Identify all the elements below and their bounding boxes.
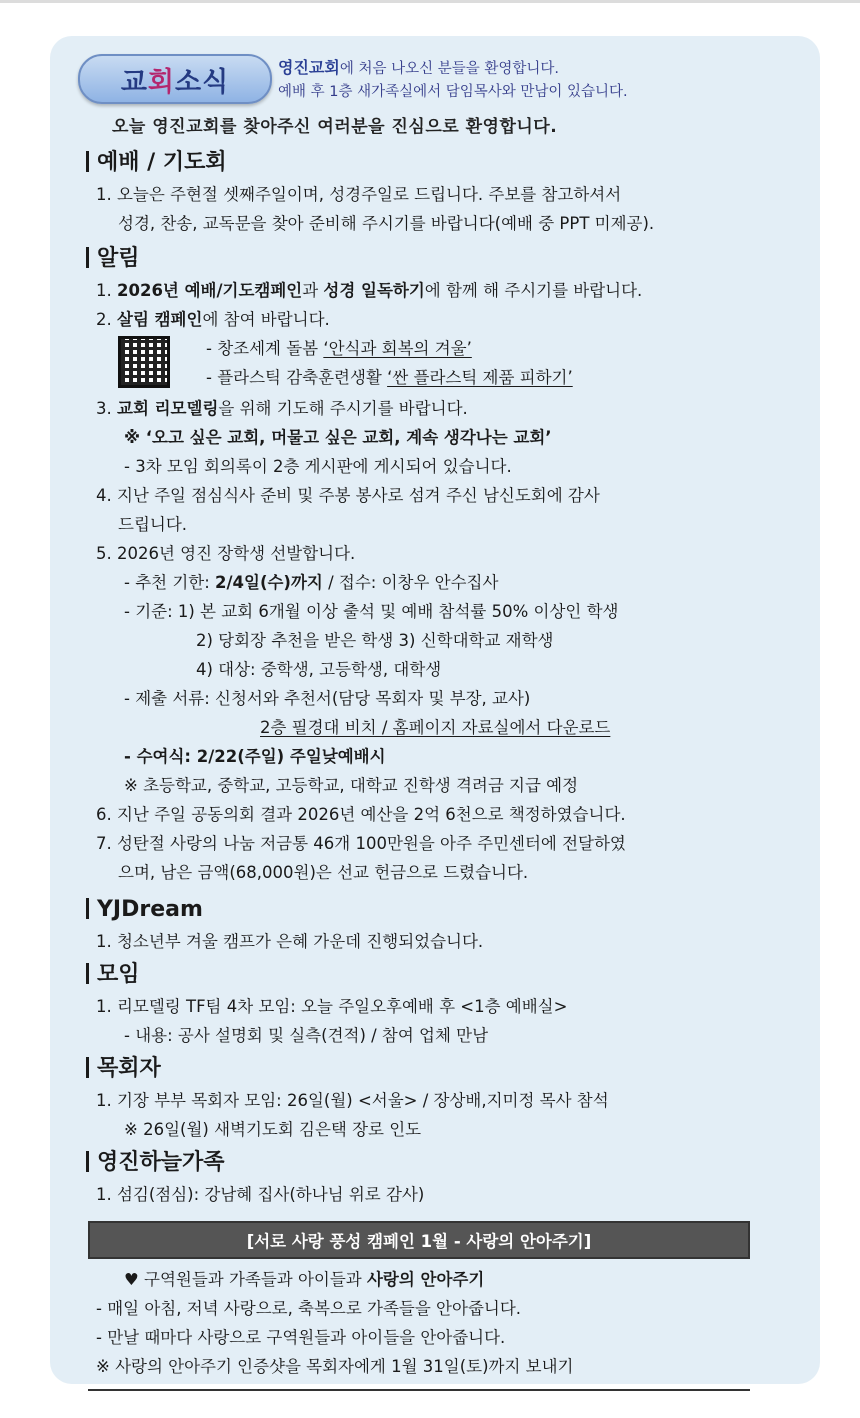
campaign-block — [86, 334, 776, 394]
section-title-pastor: 목회자 — [86, 1052, 776, 1086]
notice-5-note: ※ 초등학교, 중학교, 고등학교, 대학교 진학생 격려금 지급 예정 — [124, 776, 579, 795]
notice-3-bold: 교회 리모델링 — [117, 399, 219, 418]
notice-item-2 — [86, 305, 776, 334]
campaign-1-label: - 창조세계 돌봄 — [206, 339, 324, 358]
section-title-meeting: 모임 — [86, 958, 776, 992]
notice-5-criteria-2: 2) 당회장 추천을 받은 학생 3) 신학대학교 재학생 — [196, 631, 554, 650]
section-title-notice: 알림 — [86, 242, 776, 276]
section-title-yjdream: YJDream — [86, 893, 776, 927]
campaign-2-title: ‘싼 플라스틱 제품 피하기’ — [387, 368, 573, 387]
yjdream-item-1: 1. 청소년부 겨울 캠프가 은혜 가운데 진행되었습니다. — [96, 932, 484, 951]
notice-5-docs: - 제출 서류: 신청서와 추천서(담당 목회자 및 부장, 교사) — [124, 689, 531, 708]
notice-item-1 — [86, 276, 776, 305]
deadline-contact: / 접수: 이창우 안수집사 — [322, 573, 499, 592]
notice-2-num: 2. — [96, 310, 117, 329]
welcome-line1: 에 처음 나오신 분들을 환영합니다. — [339, 61, 559, 77]
notice-3-rest: 을 위해 기도해 주시기를 바랍니다. — [218, 399, 468, 418]
notice-1-num: 1. — [96, 281, 117, 300]
campaign-list — [206, 334, 573, 392]
scan-edge — [0, 0, 860, 3]
deadline-date: 2/4일(수)까지 — [215, 573, 323, 592]
notice-5-docs-cont — [86, 713, 776, 742]
heart-line-text: ♥ 구역원들과 가족들과 아이들과 — [124, 1270, 367, 1289]
badge-text-3: 소식 — [175, 66, 230, 98]
pastor-item-1-note: ※ 26일(월) 새벽기도회 김은택 장로 인도 — [124, 1120, 422, 1139]
campaign-1-title: ‘안식과 회복의 겨울’ — [323, 339, 472, 358]
campaign-line-1: - 매일 아침, 저녁 사랑으로, 축복으로 가족들을 안아줍니다. — [96, 1299, 521, 1318]
deadline-label: - 추천 기한: — [124, 573, 216, 592]
meeting-item-1: 1. 리모델링 TF팀 4차 모임: 오늘 주일오후예배 후 <1층 예배실> — [96, 997, 568, 1016]
notice-item-7: 7. 성탄절 사랑의 나눔 저금통 46개 100만원을 아주 주민센터에 전달하였 — [96, 834, 626, 853]
worship-item-1-cont: 성경, 찬송, 교독문을 찾아 준비해 주시기를 바랍니다(예배 중 PPT 미제공). — [118, 214, 655, 233]
notice-item-5: 5. 2026년 영진 장학생 선발합니다. — [96, 544, 356, 563]
badge-text-2: 회 — [147, 66, 175, 98]
notice-item-4-cont: 드립니다. — [118, 515, 188, 534]
greeting: 오늘 영진교회를 찾아주신 여러분을 진심으로 환영합니다. — [112, 117, 558, 137]
campaign-2-label: - 플라스틱 감축훈련생활 — [206, 368, 388, 387]
meeting-item-1-sub: - 내용: 공사 설명회 및 실측(견적) / 참여 업체 만남 — [124, 1026, 489, 1045]
campaign-2 — [206, 363, 573, 392]
family-item-1: 1. 섬김(점심): 강남혜 집사(하나님 위로 감사) — [96, 1185, 425, 1204]
notice-5-deadline — [86, 568, 776, 597]
notice-item-6: 6. 지난 주일 공동의회 결과 2026년 예산을 2억 6천으로 책정하였습니다. — [96, 805, 626, 824]
notice-1-rest: 에 함께 해 주시기를 바랍니다. — [424, 281, 643, 300]
worship-item-1: 1. 오늘은 주현절 셋째주일이며, 성경주일로 드립니다. 주보를 참고하셔서 — [96, 185, 622, 204]
bottom-divider — [88, 1389, 750, 1391]
notice-3-quote: ※ ‘오고 싶은 교회, 머물고 싶은 교회, 계속 생각나는 교회’ — [124, 428, 552, 447]
notice-1-mid: 과 — [302, 281, 324, 300]
notice-1-bold-1: 2026년 예배/기도캠페인 — [117, 281, 303, 300]
church-name: 영진교회 — [278, 58, 340, 77]
campaign-line-2: - 만날 때마다 사랑으로 구역원들과 아이들을 안아줍니다. — [96, 1328, 506, 1347]
church-news-badge — [78, 54, 272, 104]
pastor-item-1: 1. 기장 부부 목회자 모임: 26일(월) <서울> / 장상배,지미정 목사 참석 — [96, 1091, 609, 1110]
docs-location: 2층 필경대 비치 / 홈페이지 자료실에서 다운로드 — [260, 718, 611, 737]
notice-3-sub: - 3차 모임 회의록이 2층 게시판에 게시되어 있습니다. — [124, 457, 512, 476]
notice-5-criteria-1: - 기준: 1) 본 교회 6개월 이상 출석 및 예배 참석률 50% 이상인 학생 — [124, 602, 619, 621]
campaign-1 — [206, 334, 573, 363]
notice-item-4: 4. 지난 주일 점심식사 준비 및 주봉 봉사로 섬겨 주신 남신도회에 감사 — [96, 486, 600, 505]
qr-code-icon — [118, 336, 170, 388]
notice-item-7-cont: 으며, 남은 금액(68,000원)은 선교 헌금으로 드렸습니다. — [118, 863, 529, 882]
welcome-line2: 예배 후 1층 새가족실에서 담임목사와 만남이 있습니다. — [278, 84, 628, 100]
notice-3-num: 3. — [96, 399, 117, 418]
section-title-worship: 예배 / 기도회 — [86, 146, 776, 180]
campaign-heart-line — [86, 1265, 776, 1294]
campaign-line-3: ※ 사랑의 안아주기 인증샷을 목회자에게 1월 31일(토)까지 보내기 — [96, 1357, 574, 1376]
notice-5-criteria-3: 4) 대상: 중학생, 고등학생, 대학생 — [196, 660, 442, 679]
header — [78, 50, 798, 120]
bulletin-content — [86, 146, 776, 1391]
badge-text-1: 교 — [120, 66, 148, 98]
section-title-family: 영진하늘가족 — [86, 1146, 776, 1180]
notice-2-rest: 에 참여 바랍니다. — [202, 310, 330, 329]
notice-1-bold-2: 성경 일독하기 — [323, 281, 425, 300]
notice-5-award: - 수여식: 2/22(주일) 주일낮예배시 — [124, 747, 386, 766]
heart-line-bold: 사랑의 안아주기 — [366, 1270, 485, 1289]
notice-2-bold: 살림 캠페인 — [117, 310, 203, 329]
notice-item-3 — [86, 394, 776, 423]
welcome-message — [278, 56, 628, 104]
campaign-banner: [서로 사랑 풍성 캠페인 1월 - 사랑의 안아주기] — [88, 1221, 750, 1259]
